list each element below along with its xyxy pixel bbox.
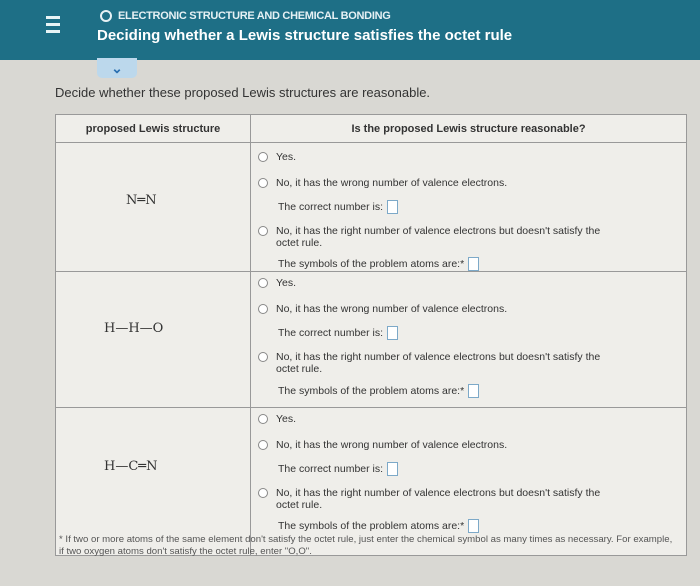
menu-icon[interactable] (38, 10, 68, 38)
correct-number-line: The correct number is: (278, 326, 398, 340)
option-yes[interactable]: Yes. (258, 413, 296, 425)
column-header-reasonable: Is the proposed Lewis structure reasonable? (251, 115, 686, 143)
lewis-structure-hcn (104, 459, 158, 474)
correct-number-input[interactable] (387, 326, 398, 340)
option-yes[interactable]: Yes. (258, 151, 296, 163)
topic-label (100, 10, 390, 22)
structure-formula: H—C═N (104, 459, 158, 474)
question-prompt: Decide whether these proposed Lewis structures are reasonable. (55, 85, 431, 100)
radio-button[interactable] (258, 226, 268, 236)
lewis-table (55, 114, 687, 556)
option-octet-fail[interactable]: No, it has the right number of valence electrons but doesn't satisfy the octet rule. (258, 487, 600, 511)
radio-button[interactable] (258, 414, 268, 424)
problem-atoms-input[interactable] (468, 519, 479, 533)
radio-button[interactable] (258, 488, 268, 498)
lewis-structure-n2 (126, 193, 157, 208)
topic-text: ELECTRONIC STRUCTURE AND CHEMICAL BONDING (118, 10, 391, 22)
header-bar (0, 0, 700, 60)
problem-atoms-input[interactable] (468, 384, 479, 398)
page-title: Deciding whether a Lewis structure satisfies the octet rule (97, 27, 513, 44)
correct-number-input[interactable] (387, 462, 398, 476)
table-row (56, 143, 686, 272)
correct-number-line: The correct number is: (278, 200, 398, 214)
option-wrong-valence[interactable]: No, it has the wrong number of valence electrons. (258, 439, 507, 451)
option-wrong-valence[interactable]: No, it has the wrong number of valence electrons. (258, 177, 507, 189)
radio-button[interactable] (258, 152, 268, 162)
option-yes[interactable]: Yes. (258, 277, 296, 289)
radio-button[interactable] (258, 440, 268, 450)
structure-cell (56, 271, 251, 407)
option-wrong-valence[interactable]: No, it has the wrong number of valence electrons. (258, 303, 507, 315)
radio-button[interactable] (258, 178, 268, 188)
problem-atoms-line: The symbols of the problem atoms are:* (278, 519, 479, 533)
radio-button[interactable] (258, 278, 268, 288)
structure-cell (56, 407, 251, 555)
column-header-structure: proposed Lewis structure (56, 115, 251, 143)
problem-atoms-line: The symbols of the problem atoms are:* (278, 257, 479, 271)
table-row (56, 271, 686, 408)
radio-button[interactable] (258, 304, 268, 314)
structure-formula: N═N (126, 193, 157, 208)
topic-progress-icon (100, 10, 112, 22)
answer-cell (251, 271, 686, 407)
option-octet-fail[interactable]: No, it has the right number of valence electrons but doesn't satisfy the octet rule. (258, 351, 600, 375)
structure-formula: H—H—O (104, 321, 164, 336)
structure-cell (56, 143, 251, 271)
problem-atoms-input[interactable] (468, 257, 479, 271)
problem-atoms-line: The symbols of the problem atoms are:* (278, 384, 479, 398)
answer-cell (251, 407, 686, 555)
table-row (56, 407, 686, 555)
chevron-down-icon[interactable]: ⌄ (97, 58, 137, 78)
correct-number-line: The correct number is: (278, 462, 398, 476)
lewis-structure-h2o (104, 321, 163, 336)
radio-button[interactable] (258, 352, 268, 362)
answer-cell (251, 143, 686, 271)
correct-number-input[interactable] (387, 200, 398, 214)
footnote: * If two or more atoms of the same element don't satisfy the octet rule, just enter the chemical symbol as many times as necessary. For example, if two oxygen atoms don't satisfy the octet rule, enter "O,O". (59, 534, 673, 557)
option-octet-fail[interactable]: No, it has the right number of valence electrons but doesn't satisfy the octet rule. (258, 225, 600, 249)
